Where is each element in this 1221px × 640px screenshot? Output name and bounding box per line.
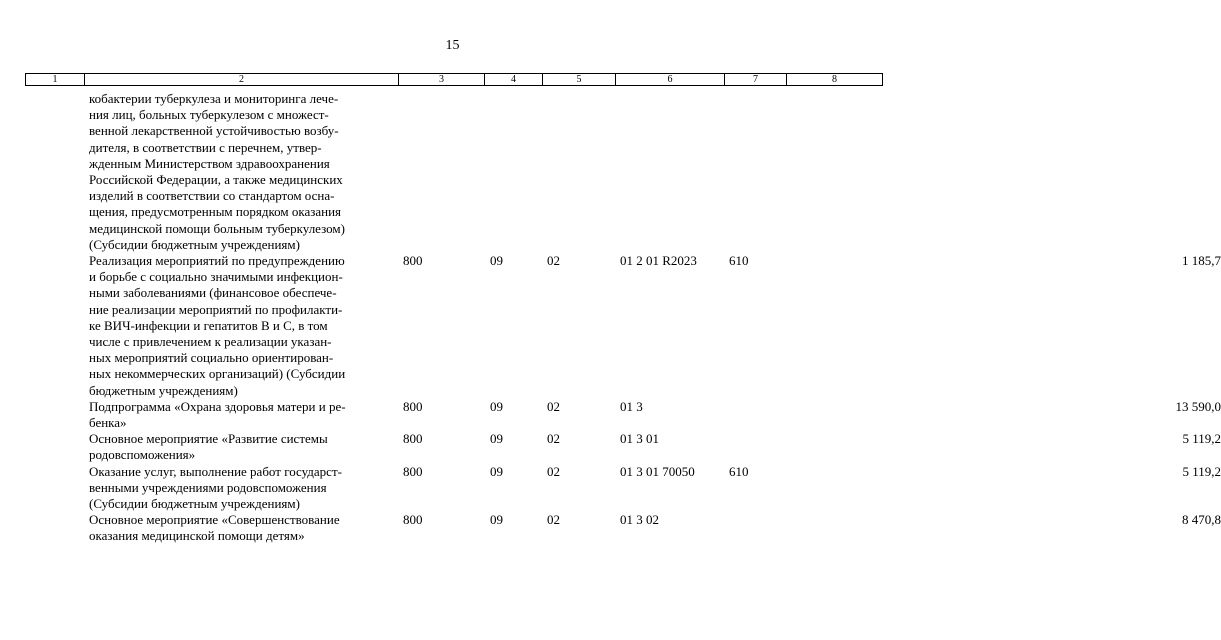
description-line: (Субсидии бюджетным учреждениям) — [89, 236, 300, 252]
subsection-code: 02 — [547, 398, 560, 414]
ministry-code: 800 — [403, 431, 423, 447]
description-line: жденным Министерством здравоохранения — [89, 155, 330, 171]
amount-value: 5 119,2 — [1182, 463, 1221, 479]
column-header-6: 6 — [616, 74, 725, 86]
table-row — [25, 431, 1221, 463]
row-description — [89, 512, 395, 544]
subsection-code: 02 — [547, 512, 560, 528]
description-line: Реализация мероприятий по предупреждению — [89, 253, 345, 269]
section-code: 09 — [490, 253, 503, 269]
expense-type-code: 610 — [729, 253, 749, 269]
description-line: оказания медицинской помощи детям» — [89, 528, 305, 544]
description-line: Оказание услуг, выполнение работ государст- — [89, 463, 342, 479]
table-row — [25, 398, 1221, 431]
table-row — [25, 463, 1221, 513]
target-article-code: 01 3 01 — [620, 431, 659, 447]
column-header-row — [26, 74, 883, 86]
description-line: родовспоможения» — [89, 447, 196, 463]
description-line: бенка» — [89, 415, 127, 431]
section-code: 09 — [490, 463, 503, 479]
column-header-5: 5 — [543, 74, 616, 86]
row-description — [89, 399, 395, 431]
amount-value: 1 185,7 — [1182, 253, 1221, 269]
description-line: Основное мероприятие «Развитие системы — [89, 431, 328, 447]
table-row — [25, 253, 1221, 399]
description-line: ке ВИЧ-инфекции и гепатитов B и C, в том — [89, 317, 328, 333]
description-line: ние реализации мероприятий по профилакти- — [89, 301, 343, 317]
description-line: Основное мероприятие «Совершенствование — [89, 512, 340, 528]
description-line: (Субсидии бюджетным учреждениям) — [89, 496, 300, 512]
ministry-code: 800 — [403, 398, 423, 414]
amount-value: 5 119,2 — [1182, 431, 1221, 447]
column-header-3: 3 — [399, 74, 485, 86]
amount-value: 8 470,8 — [1182, 512, 1221, 528]
target-article-code: 01 3 01 70050 — [620, 463, 695, 479]
amount-value: 13 590,0 — [1175, 398, 1221, 414]
description-line: ных некоммерческих организаций) (Субсидии — [89, 366, 346, 382]
section-code: 09 — [490, 431, 503, 447]
column-header-4: 4 — [485, 74, 543, 86]
description-line: Российской Федерации, а также медицинских — [89, 172, 343, 188]
ministry-code: 800 — [403, 253, 423, 269]
description-line: щения, предусмотренным порядком оказания — [89, 204, 342, 220]
subsection-code: 02 — [547, 431, 560, 447]
column-header-7: 7 — [725, 74, 787, 86]
description-line: ния лиц, больных туберкулезом с множест- — [89, 107, 329, 123]
section-code: 09 — [490, 512, 503, 528]
expense-type-code: 610 — [729, 463, 749, 479]
column-header-8: 8 — [787, 74, 883, 86]
description-line: кобактерии туберкулеза и мониторинга лече- — [89, 91, 339, 106]
page-number: 15 — [445, 38, 460, 53]
row-description — [89, 431, 395, 463]
table-row — [25, 512, 1221, 544]
section-code: 09 — [490, 398, 503, 414]
table-row — [25, 91, 395, 253]
description-line: ными заболеваниями (финансовое обеспече- — [89, 285, 337, 301]
description-line: числе с привлечением к реализации указан- — [89, 334, 332, 350]
target-article-code: 01 3 02 — [620, 512, 659, 528]
target-article-code: 01 3 — [620, 398, 643, 414]
ministry-code: 800 — [403, 512, 423, 528]
description-line: дителя, в соответствии с перечнем, утвер- — [89, 139, 322, 155]
subsection-code: 02 — [547, 253, 560, 269]
description-line: изделий в соответствии со стандартом осна- — [89, 188, 335, 204]
budget-rows — [25, 91, 1221, 545]
column-header-1: 1 — [26, 74, 85, 86]
row-description — [89, 464, 395, 513]
row-description — [89, 91, 395, 253]
description-line: ных мероприятий социально ориентирован- — [89, 350, 334, 366]
ministry-code: 800 — [403, 463, 423, 479]
description-line: Подпрограмма «Охрана здоровья матери и ре- — [89, 398, 346, 414]
target-article-code: 01 2 01 R2023 — [620, 253, 697, 269]
description-line: венными учреждениями родовспоможения — [89, 479, 327, 495]
description-line: венной лекарственной устойчивостью возбу- — [89, 123, 339, 139]
description-line: медицинской помощи больным туберкулезом) — [89, 220, 345, 236]
description-line: и борьбе с социально значимыми инфекцион- — [89, 269, 343, 285]
column-header-table — [25, 73, 883, 86]
row-description — [89, 253, 395, 399]
description-line: бюджетным учреждениям) — [89, 382, 238, 398]
subsection-code: 02 — [547, 463, 560, 479]
column-header-2: 2 — [85, 74, 399, 86]
